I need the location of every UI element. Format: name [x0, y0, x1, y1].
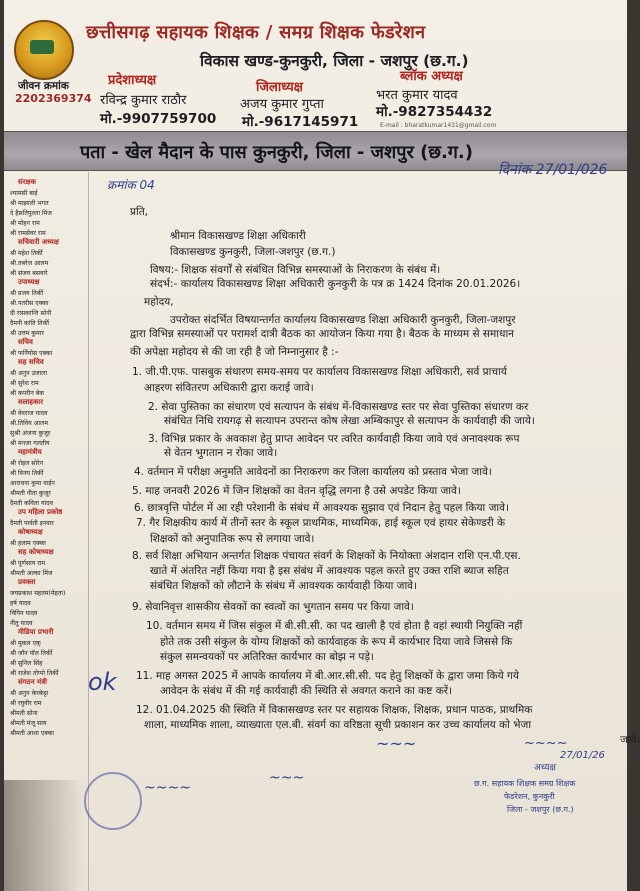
sidebar-member-name: श्री.तिविय आलम [10, 420, 48, 427]
role-district-president: जिलाध्यक्ष [256, 80, 303, 95]
letter-line: होते तक उसी संकुल के योग्य शिक्षकों को कार्यवाहक के रूप में कार्यभार दिया जावे जिससे कि [160, 636, 513, 648]
letter-reference-number: क्रमांक 04 [107, 178, 155, 192]
sidebar-member-name: श्रीमती अल्का मिंज [10, 570, 53, 577]
sidebar-member-name: श्रीमती सोना [10, 710, 38, 717]
sidebar-member-name: श्री प्रजय तिर्की [10, 290, 44, 297]
signature-date: 27/01/26 [560, 750, 605, 761]
address-text: पता - खेल मैदान के पास कुनकुरी, जिला - जशपुर (छ.ग.) [80, 142, 473, 163]
letter-line: 12. 01.04.2025 की स्थिति में विकासखण्ड स्तर पर सहायक शिक्षक, शिक्षक, प्रधान पाठक, प्राथमिक [136, 704, 533, 716]
sidebar-member-name: श्री मनजा गलतीय [10, 440, 50, 447]
email-text: E-mail : bharatkumar1431@gmail.com [380, 122, 497, 129]
sidebar-member-name: श्री कपरीन बेक [10, 390, 45, 397]
sidebar-role-heading: सचिव [18, 338, 33, 346]
sidebar-role-heading: प्रवक्ता [18, 578, 36, 586]
letter-line: संदर्भ:- कार्यालय विकासखण्ड शिक्षा अधिकारी कुनकुरी के पत्र क्र 1424 दिनांक 20.01.2026। [150, 278, 521, 290]
letter-line: उपरोक्त संदर्भित विषयान्तर्गत कार्यालय विकासखण्ड शिक्षा अधिकारी कुनकुरी, जिला-जशपुर [170, 314, 516, 326]
sidebar-member-name: श्री हलाम एक्का [10, 540, 46, 547]
letter-line: संबंधित शिक्षकों को लौटाने के संबंध में आवश्यक कार्यवाही किया जावे। [150, 580, 417, 592]
letter-line: विकासखण्ड कुनकुरी, जिला-जशपुर (छ.ग.) [170, 246, 336, 258]
letter-line: आवेदन के संबंध में की गई कार्यवाही की स्थिति से अवगत कराने का कष्ट करें। [160, 685, 453, 697]
sidebar-member-name: श्री पूर्णसाय राम [10, 560, 46, 567]
sidebar-member-name: जयप्रकाश महतम(मेहता) [10, 590, 66, 597]
sidebar-member-name: श्री वेवराज यादव [10, 410, 48, 417]
sidebar-member-name: विपिन यादव [10, 610, 38, 617]
signature-1: ~~~~ [144, 780, 191, 796]
sidebar-member-name: हर्ष यादव [10, 600, 31, 607]
membership-label: जीवन क्रमांक [18, 80, 69, 92]
sidebar-member-name: श्री.तबरेज आलम [10, 260, 49, 267]
letter-line: शिक्षकों को अनुपातिक रूप से लगाया जावे। [150, 533, 315, 545]
sidebar-role-heading: कोषाध्यक्ष [18, 528, 43, 536]
sidebar-member-name: दैमनी कांति तिर्की [10, 320, 49, 327]
letter-line: महोदय, [144, 296, 174, 308]
sidebar-role-heading: सह सचिव [18, 358, 44, 366]
letter-line: जावे। [620, 734, 640, 746]
phone-block-president: मो.-9827354432 [376, 104, 493, 120]
sidebar-member-name: श्री.पतरीस एक्का [10, 300, 49, 307]
sidebar-role-heading: संगठन मंत्री [18, 678, 47, 686]
sidebar-member-name: श्री रघुवीर राम [10, 700, 42, 707]
sidebar-role-heading: उपाध्यक्ष [18, 278, 40, 286]
letter-sheet [4, 0, 640, 891]
letter-line: की अपेक्षा महोदय से की जा रही है जो निम्नानुसार है :- [130, 346, 339, 358]
sidebar-member-name: श्रीमती मंजू साय [10, 720, 47, 727]
round-seal-stamp [84, 772, 142, 830]
sidebar-member-name: दैमती पार्वती इनवार [10, 520, 54, 527]
sidebar-role-heading: उप महिला प्रकोष्ठ [18, 508, 63, 516]
sidebar-member-name: श्री महेश तिर्की [10, 250, 43, 257]
sidebar-member-name: दे हैसतिपुल्ला मिंज [10, 210, 52, 217]
president-signature: ~~~~ [524, 736, 568, 751]
letter-line: 9. सेवानिवृत्त शासकीय सेवकों का स्वत्वों का भुगतान समय पर किया जावे। [132, 601, 414, 613]
sidebar-member-name: श्री राजेश तोप्पो तिर्की [10, 670, 59, 677]
sidebar-role-heading: मीडिया प्रभारी [18, 628, 54, 636]
sidebar-member-name: श्री जॉन पॉल तिर्की [10, 650, 53, 657]
letter-line: 4. वर्तमान में परीक्षा अनुमति आवेदनों का निराकरण कर जिला कार्यालय को प्रस्ताव भेजा जावे। [134, 466, 492, 478]
name-block-president: भरत कुमार यादव [376, 88, 458, 103]
photo-shadow [4, 780, 84, 891]
stamp-line-1: छ.ग. सहायक शिक्षक समग्र शिक्षक [474, 779, 576, 788]
sidebar-member-name: श्रीमती आशा एक्का [10, 730, 55, 737]
stamp-line-2: फेडरेशन, कुनकुरी [504, 792, 555, 801]
stamp-line-3: जिला - जशपुर (छ.ग.) [507, 805, 574, 814]
letter-line: खाते में अंतरित नहीं किया गया है इस संबंध में आवश्यक पहल करते हुए उक्त राशि ब्याज सहित [150, 565, 509, 577]
signature-2: ~~~ [269, 770, 305, 786]
sidebar-member-name: श्री उत्तम कुमार [10, 330, 44, 337]
block-district-line: विकास खण्ड-कुनकुरी, जिला - जशपुर (छ.ग.) [200, 52, 469, 70]
sidebar-member-name: श्री फर्नियोस एक्का [10, 350, 53, 357]
letter-line: 5. माह जनवरी 2026 में जिन शिक्षकों का वेतन वृद्धि लगना है उसे अपडेट किया जावे। [132, 485, 461, 497]
sidebar-member-name: श्री विनय तिर्की [10, 470, 44, 477]
role-state-president: प्रदेशाध्यक्ष [108, 73, 157, 88]
letter-line: 10. वर्तमान समय में जिस संकुल में बी.सी.सी. का पद खाली है एवं होता है वहां स्थायी नियुक्ति नहीं [146, 620, 523, 632]
sidebar-member-name: सुश्री अंजना कुजूर [10, 430, 51, 437]
letter-line: से वेतन भुगतान न रोका जावे। [164, 447, 278, 459]
sidebar-member-name: श्री माझाली भगत [10, 200, 49, 207]
handwritten-ok-mark: ok [88, 668, 117, 696]
signature-3: ~~~ [376, 734, 417, 753]
sidebar-member-name: श्री मोहन राम [10, 220, 40, 227]
letter-line: 2. सेवा पुस्तिका का संधारण एवं सत्यापन के संबंध में-विकासखण्ड स्तर पर सेवा पुस्तिका संधारण कर [148, 401, 529, 413]
letter-line: द्वारा विभिन्न समस्याओं पर परामर्श दात्री बैठक का आयोजन किया गया है। बैठक के माध्यम से समाधान [130, 328, 514, 340]
sidebar-member-name: श्री सुनिल सिंह [10, 660, 43, 667]
sidebar-member-name: श्यामसी बाई [10, 190, 38, 197]
phone-district-president: मो.-9617145971 [242, 114, 359, 130]
sidebar-member-name: श्री अनुप केरकेट्टा [10, 690, 49, 697]
letter-line: 3. विभिन्न प्रकार के अवकाश हेतु प्राप्त आवेदन पर त्वरित कार्यवाही किया जावे एवं अनावश्यक रूप [148, 433, 520, 445]
sidebar-member-name: आराधना कुमा वाईन [10, 480, 55, 487]
letter-line: विषय:- शिक्षक संवर्गों से संबंधित विभिन्न समस्याओं के निराकरण के संबंध में। [150, 264, 441, 276]
sidebar-role-heading: सलाहकार [18, 398, 44, 406]
phone-state-president: मो.-9907759700 [100, 111, 217, 127]
federation-title: छत्तीसगढ़ सहायक शिक्षक / समग्र शिक्षक फेडरेशन [86, 22, 426, 43]
letter-line: शाला, माध्यमिक शाला, व्याख्याता एल.बी. संवर्ग का वरिष्ठता सूची प्रकाशन कर उच्च कार्यालय को भेजा [144, 719, 532, 731]
sidebar-member-name: श्री संजय बसवारे [10, 270, 48, 277]
letter-line: प्रति, [130, 206, 149, 218]
letter-line: 8. सर्व शिक्षा अभियान अन्तर्गत शिक्षक पंचायत संवर्ग के शिक्षकों के नियोक्ता अंशदान राशि एन.पी.एस. [132, 550, 521, 562]
letter-line: 11. माह अगस्त 2025 में आपके कार्यालय में बी.आर.सी.सी. पद हेतु शिक्षकों के द्वारा जमा किये गये [136, 670, 520, 682]
federation-logo-icon [14, 20, 74, 80]
sidebar-member-name: श्री मुकल एक् [10, 640, 41, 647]
sidebar-member-name: श्री अनुप उजाला [10, 370, 47, 377]
sidebar-member-name: श्री रोइल सोरेन [10, 460, 44, 467]
president-title: अध्यक्ष [534, 763, 556, 773]
letter-line: 7. गैर शिक्षकीय कार्य में तीनों स्तर के स्कूल प्राथमिक, माध्यमिक, हाई स्कूल एवं हायर सेकेण्डरी के [136, 517, 506, 529]
letter-line: श्रीमान विकासखण्ड शिक्षा अधिकारी [170, 230, 306, 242]
name-district-president: अजय कुमार गुप्ता [240, 97, 324, 112]
membership-number: 2202369374 [15, 92, 92, 105]
letter-line: 6. छात्रवृत्ति पोर्टल में आ रही परेशानी के संबंध में आवश्यक सुझाव एवं निदान हेतु पहल किया जावे। [134, 502, 509, 514]
role-block-president: ब्लॉक अध्यक्ष [400, 69, 463, 84]
sidebar-member-name: श्री सुरेश राम [10, 380, 39, 387]
letter-line: आहरण संवितरण अधिकारी द्वारा कराई जावे। [144, 382, 314, 394]
letter-date: दिनांक 27/01/026 [498, 162, 608, 178]
sidebar-member-name: श्रीमती नीता कुजूर [10, 490, 51, 497]
sidebar-role-heading: सचिवारी अध्यक्ष [18, 238, 59, 246]
letter-line: संबंधित निधि रायगढ़ से सत्यापन उपरान्त कोष लेखा अम्बिकापुर से सत्यापन के कार्यवाही की जाये। [164, 415, 535, 427]
sidebar-role-heading: सह कोषाध्यक्ष [18, 548, 54, 556]
sidebar-member-name: दैमती कविता यादव [10, 500, 53, 507]
sidebar-role-heading: महामंत्रीय [18, 448, 42, 456]
name-state-president: रविन्द्र कुमार राठौर [100, 93, 187, 108]
letter-line: 1. जी.पी.एफ. पासबुक संधारण समय-समय पर कार्यालय विकासखण्ड शिक्षा अधिकारी, सर्व प्राचार्य [132, 366, 507, 378]
sidebar-member-name: श्री रामसेवर राम [10, 230, 46, 237]
letter-line: संकुल समन्वयकों पर अतिरिक्त कार्यभार का बोझ न पड़े। [160, 651, 374, 663]
sidebar-role-heading: संरक्षक [18, 178, 36, 186]
sidebar-member-name: नीतु यादव [10, 620, 33, 627]
sidebar-member-name: दी रासकान्ति सोनी [10, 310, 52, 317]
